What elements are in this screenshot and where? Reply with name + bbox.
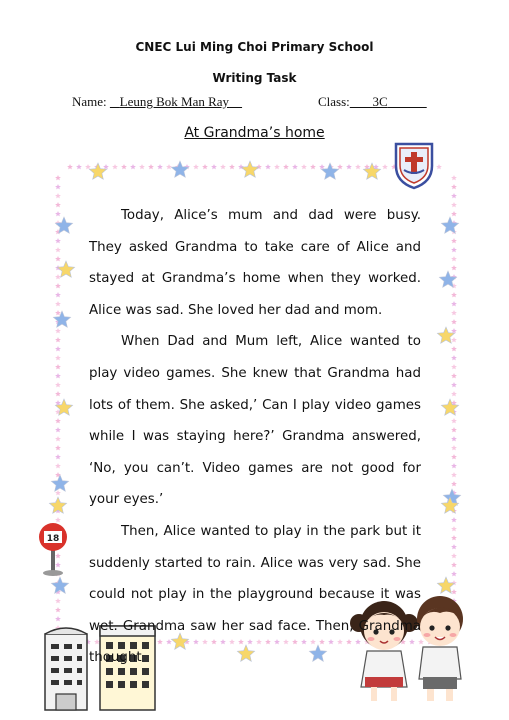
star-icon [55,598,61,603]
story-paragraph-3: Then, Alice wanted to play in the park but it suddenly started to rain. Alice was very sad. She could not play in the playground because it was wet. Grandma saw her sad face. Then, Grandma thought [89,523,421,666]
star-icon [451,481,457,486]
star-icon [55,328,61,333]
star-icon [241,161,258,177]
school-badge-icon [392,140,436,190]
star-icon [337,164,343,169]
star-icon [451,553,457,558]
star-icon [55,202,61,207]
star-icon [55,418,61,423]
star-icon [229,164,235,169]
star-icon [451,391,457,396]
star-icon [57,261,74,277]
star-icon [55,427,61,432]
star-icon [436,164,442,169]
star-icon [451,355,457,360]
star-icon [319,164,325,169]
star-icon [437,327,454,343]
star-icon [451,427,457,432]
star-icon [451,463,457,468]
star-icon [55,616,61,621]
star-icon [103,164,109,169]
star-icon [363,163,380,179]
star-icon [451,418,457,423]
star-icon [171,161,188,177]
star-icon [451,265,457,270]
star-icon [55,274,61,279]
star-icon [274,164,280,169]
star-icon [451,544,457,549]
star-icon [55,283,61,288]
star-icon [55,238,61,243]
star-icon [451,193,457,198]
star-icon [451,202,457,207]
star-icon [55,175,61,180]
star-icon [55,247,61,252]
star-icon [51,577,68,593]
star-icon [193,164,199,169]
star-icon [451,211,457,216]
star-icon [121,164,127,169]
star-icon [310,164,316,169]
star-icon [53,311,70,327]
star-icon [112,164,118,169]
star-icon [55,373,61,378]
story-paragraph-2: When Dad and Mum left, Alice wanted to play video games. She knew that Grandma had lots of them. She asked,’ Can I play video games while I was staying here?’ Grandma answered, ‘No, you can’t. Video games are not good for your eyes.’ [89,334,421,508]
class-label: Class: [318,94,350,109]
star-icon [301,164,307,169]
star-icon [55,445,61,450]
star-icon [451,256,457,261]
star-icon [55,310,61,315]
star-icon [283,164,289,169]
star-icon [451,571,457,576]
star-icon [55,436,61,441]
star-icon [346,164,352,169]
story-body [89,200,421,674]
task-title: Writing Task [212,71,297,85]
star-icon [451,247,457,252]
star-icon [451,454,457,459]
star-icon [211,164,217,169]
star-icon [451,535,457,540]
story-paragraph-1: Today, Alice’s mum and dad were busy. They asked Grandma to take care of Alice and stayed at Grandma’s home when they worked. Alice was sad. She loved her dad and mom. [89,208,421,318]
star-icon [441,217,458,233]
star-icon [55,292,61,297]
star-icon [441,399,458,415]
star-icon [451,319,457,324]
star-icon [157,164,163,169]
star-icon [451,238,457,243]
class-value: 3C [372,94,388,109]
star-icon [265,164,271,169]
star-icon [55,391,61,396]
star-icon [451,175,457,180]
star-icon [451,337,457,342]
star-icon [166,164,172,169]
star-icon [451,346,457,351]
star-icon [55,454,61,459]
star-icon [451,526,457,531]
star-icon [130,164,136,169]
star-icon [55,346,61,351]
star-icon [451,292,457,297]
star-icon [451,301,457,306]
star-icon [55,607,61,612]
star-icon [55,184,61,189]
name-value: Leung Bok Man Ray [119,94,230,109]
star-icon [55,355,61,360]
star-icon [76,164,82,169]
star-icon [139,164,145,169]
star-icon [451,445,457,450]
star-icon [55,364,61,369]
star-icon [451,436,457,441]
school-name: CNEC Lui Ming Choi Primary School [135,40,374,54]
star-icon [85,164,91,169]
star-icon [451,328,457,333]
star-icon [55,382,61,387]
star-icon [451,517,457,522]
star-icon [451,310,457,315]
star-icon [451,562,457,567]
star-icon [220,164,226,169]
star-icon [55,256,61,261]
star-icon [89,163,106,179]
star-icon [202,164,208,169]
star-icon [55,463,61,468]
star-icon [67,164,73,169]
bus-stop-sign-icon [35,522,71,578]
bus-stop-number: 18 [46,534,60,544]
star-icon [451,382,457,387]
star-icon [451,373,457,378]
star-icon [382,164,388,169]
star-icon [451,472,457,477]
star-icon [321,163,338,179]
star-icon [55,337,61,342]
name-label: Name: [72,94,107,109]
star-icon [55,211,61,216]
star-icon [51,475,68,491]
boy-figure [417,596,463,701]
star-icon [451,364,457,369]
star-icon [451,184,457,189]
story-title: At Grandma’s home [184,125,325,141]
star-icon [355,164,361,169]
star-icon [55,193,61,198]
star-icon [148,164,154,169]
star-icon [292,164,298,169]
star-icon [55,301,61,306]
